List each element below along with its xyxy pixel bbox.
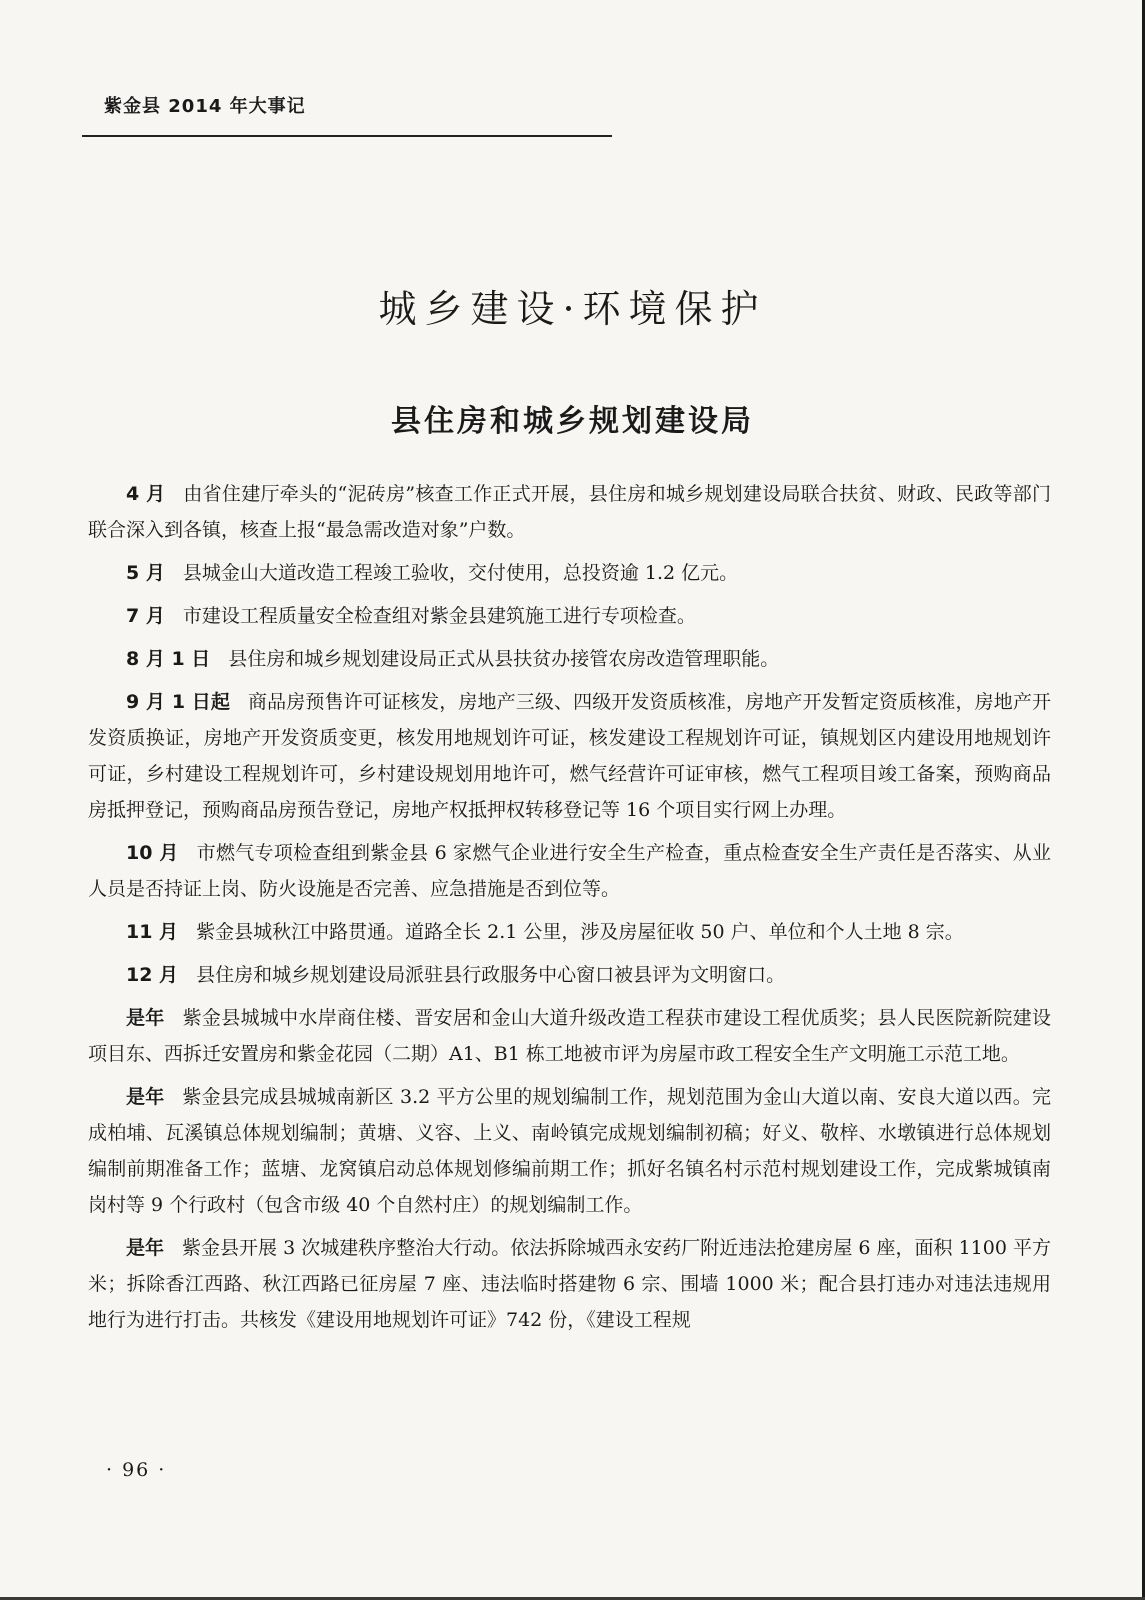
- entry-paragraph: [88, 914, 1051, 950]
- entry-paragraph: [88, 1000, 1051, 1072]
- entry-text: 紫金县开展 3 次城建秩序整治大行动。依法拆除城西永安药厂附近违法抢建房屋 6 座，面积 1100 平方米；拆除香江西路、秋江西路已征房屋 7 座、违法临时搭建物 6 宗、围墙 1000 米；配合县打违办对违法违规用地行为进行打击。共核发《建设用地规划许可证》742 份，《建设工程规: [88, 1237, 1051, 1331]
- entry-date-label: 9 月 1 日起: [126, 691, 231, 713]
- entry-date-label: 5 月: [126, 562, 165, 584]
- entry-date-label: 12 月: [126, 964, 179, 986]
- entry-text: 市燃气专项检查组到紫金县 6 家燃气企业进行安全生产检查，重点检查安全生产责任是否落实、从业人员是否持证上岗、防火设施是否完善、应急措施是否到位等。: [88, 842, 1051, 900]
- entry-date-label: 4 月: [126, 483, 166, 505]
- entry-date-label: 10 月: [126, 842, 179, 864]
- entry-text: 县城金山大道改造工程竣工验收，交付使用，总投资逾 1.2 亿元。: [182, 562, 739, 584]
- entry-paragraph: [88, 957, 1051, 993]
- entry-paragraph: [88, 476, 1051, 548]
- entry-paragraph: [88, 598, 1051, 634]
- entry-text: 紫金县城城中水岸商住楼、晋安居和金山大道升级改造工程获市建设工程优质奖；县人民医院新院建设项目东、西拆迁安置房和紫金花园（二期）A1、B1 栋工地被市评为房屋市政工程安全生产文明施工示范工地。: [88, 1007, 1051, 1065]
- entry-year-label: 是年: [126, 1007, 165, 1029]
- entry-paragraph: [88, 641, 1051, 677]
- entry-date-label: 8 月 1 日: [126, 648, 211, 670]
- entry-text: 市建设工程质量安全检查组对紫金县建筑施工进行专项检查。: [182, 605, 696, 627]
- entry-text: 紫金县城秋江中路贯通。道路全长 2.1 公里，涉及房屋征收 50 户、单位和个人土地 8 宗。: [196, 921, 964, 943]
- organization-title: 县住房和城乡规划建设局: [391, 404, 754, 439]
- running-header: 紫金县 2014 年大事记: [104, 96, 306, 117]
- entry-year-label: 是年: [126, 1086, 165, 1108]
- entry-paragraph: [88, 684, 1051, 828]
- section-title: 城乡建设·环境保护: [378, 287, 767, 331]
- entry-paragraph: [88, 1230, 1051, 1338]
- entry-text: 商品房预售许可证核发，房地产三级、四级开发资质核准，房地产开发暂定资质核准，房地产开发资质换证，房地产开发资质变更，核发用地规划许可证，核发建设工程规划许可证，镇规划区内建设用地规划许可证，乡村建设工程规划许可，乡村建设规划用地许可，燃气经营许可证审核，燃气工程项目竣工备案，预购商品房抵押登记，预购商品房预告登记，房地产权抵押权转移登记等 16 个项目实行网上办理。: [88, 691, 1051, 821]
- body-text: [88, 476, 1051, 1345]
- entry-text: 由省住建厅牵头的“泥砖房”核查工作正式开展，县住房和城乡规划建设局联合扶贫、财政、民政等部门联合深入到各镇，核查上报“最急需改造对象”户数。: [88, 483, 1051, 541]
- entry-date-label: 7 月: [126, 605, 165, 627]
- entry-text: 紫金县完成县城城南新区 3.2 平方公里的规划编制工作，规划范围为金山大道以南、安良大道以西。完成柏埔、瓦溪镇总体规划编制；黄塘、义容、上义、南岭镇完成规划编制初稿；好义、敬梓、水墩镇进行总体规划编制前期准备工作；蓝塘、龙窝镇启动总体规划修编前期工作；抓好名镇名村示范村规划建设工作，完成紫城镇南岗村等 9 个行政村（包含市级 40 个自然村庄）的规划编制工作。: [88, 1086, 1051, 1216]
- entry-paragraph: [88, 835, 1051, 907]
- entry-text: 县住房和城乡规划建设局正式从县扶贫办接管农房改造管理职能。: [228, 648, 780, 670]
- page-number: · 96 ·: [106, 1459, 167, 1481]
- entry-year-label: 是年: [126, 1237, 165, 1259]
- entry-date-label: 11 月: [126, 921, 179, 943]
- entry-paragraph: [88, 1079, 1051, 1223]
- header-rule: [82, 135, 612, 137]
- entry-paragraph: [88, 555, 1051, 591]
- entry-text: 县住房和城乡规划建设局派驻县行政服务中心窗口被县评为文明窗口。: [196, 964, 786, 986]
